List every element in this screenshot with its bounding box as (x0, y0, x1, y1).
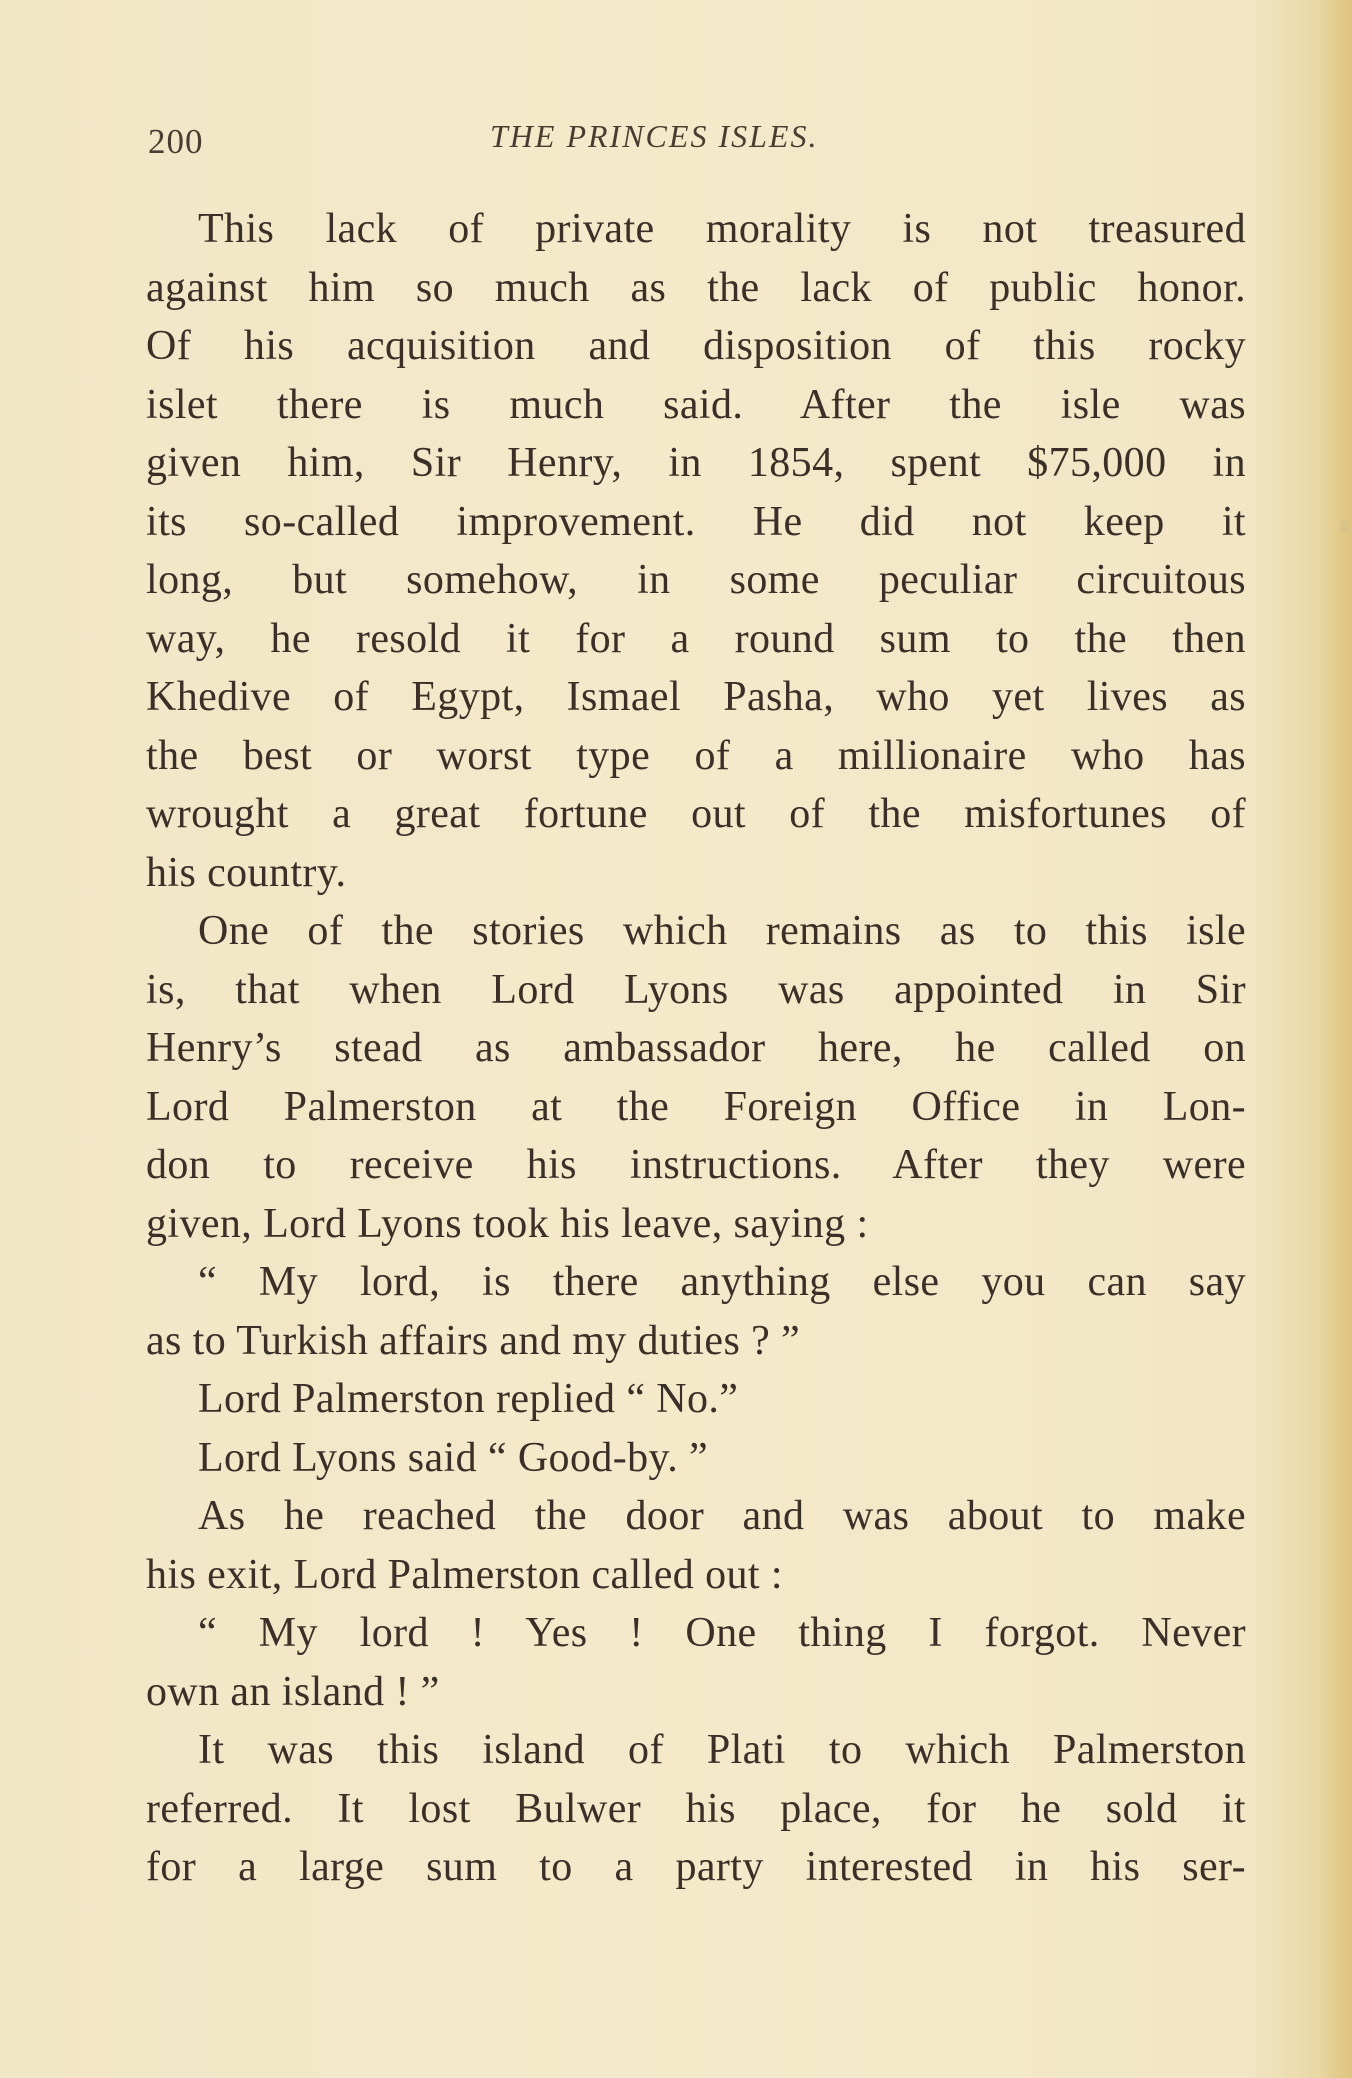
text-line: own an island ! ” (146, 1668, 440, 1715)
text-line: One of the stories which remains as to this isle (198, 908, 1246, 954)
text-line: against him so much as the lack of public honor. (146, 264, 1246, 311)
text-line: given him, Sir Henry, in 1854, spent $75,000 in (146, 440, 1246, 486)
text-line: his exit, Lord Palmerston called out : (146, 1551, 783, 1598)
text-line: long, but somehow, in some peculiar circuitous (146, 557, 1246, 603)
text-line: Of his acquisition and disposition of this rocky (146, 323, 1246, 369)
text-line: his country. (146, 849, 347, 896)
text-line: the best or worst type of a millionaire who has (146, 732, 1246, 779)
text-line: referred. It lost Bulwer his place, for he sold it (146, 1785, 1246, 1832)
text-line: Lord Palmerston replied “ No.” (198, 1376, 739, 1422)
text-line: don to receive his instructions. After they were (146, 1142, 1246, 1188)
text-line: its so-called improvement. He did not keep it (146, 498, 1246, 545)
text-line: Lord Lyons said “ Good-by. ” (198, 1434, 709, 1481)
text-line: given, Lord Lyons took his leave, saying : (146, 1200, 869, 1247)
text-line: “ My lord ! Yes ! One thing I forgot. Never (198, 1610, 1246, 1656)
text-line: is, that when Lord Lyons was appointed in Sir (146, 966, 1246, 1013)
body-text (146, 200, 1246, 1897)
text-line: “ My lord, is there anything else you can say (198, 1259, 1246, 1305)
text-line: Khedive of Egypt, Ismael Pasha, who yet lives as (146, 674, 1246, 720)
text-line: wrought a great fortune out of the misfortunes of (146, 791, 1246, 837)
page-number: 200 (148, 122, 204, 161)
text-line: way, he resold it for a round sum to the then (146, 615, 1246, 662)
margin-blemish (1340, 520, 1348, 532)
text-line: Lord Palmerston at the Foreign Office in Lon- (146, 1083, 1246, 1130)
text-line: Henry’s stead as ambassador here, he called on (146, 1025, 1246, 1071)
page-header (140, 118, 1240, 168)
page-edge-shading (1318, 0, 1352, 2078)
running-title: THE PRINCES ISLES. (490, 118, 819, 154)
text-line: for a large sum to a party interested in his ser- (146, 1844, 1246, 1890)
text-line: as to Turkish affairs and my duties ? ” (146, 1317, 801, 1364)
text-line: It was this island of Plati to which Palmerston (198, 1727, 1246, 1773)
text-line: As he reached the door and was about to make (198, 1493, 1246, 1539)
text-line: islet there is much said. After the isle was (146, 381, 1246, 428)
text-line: This lack of private morality is not treasured (198, 206, 1246, 252)
